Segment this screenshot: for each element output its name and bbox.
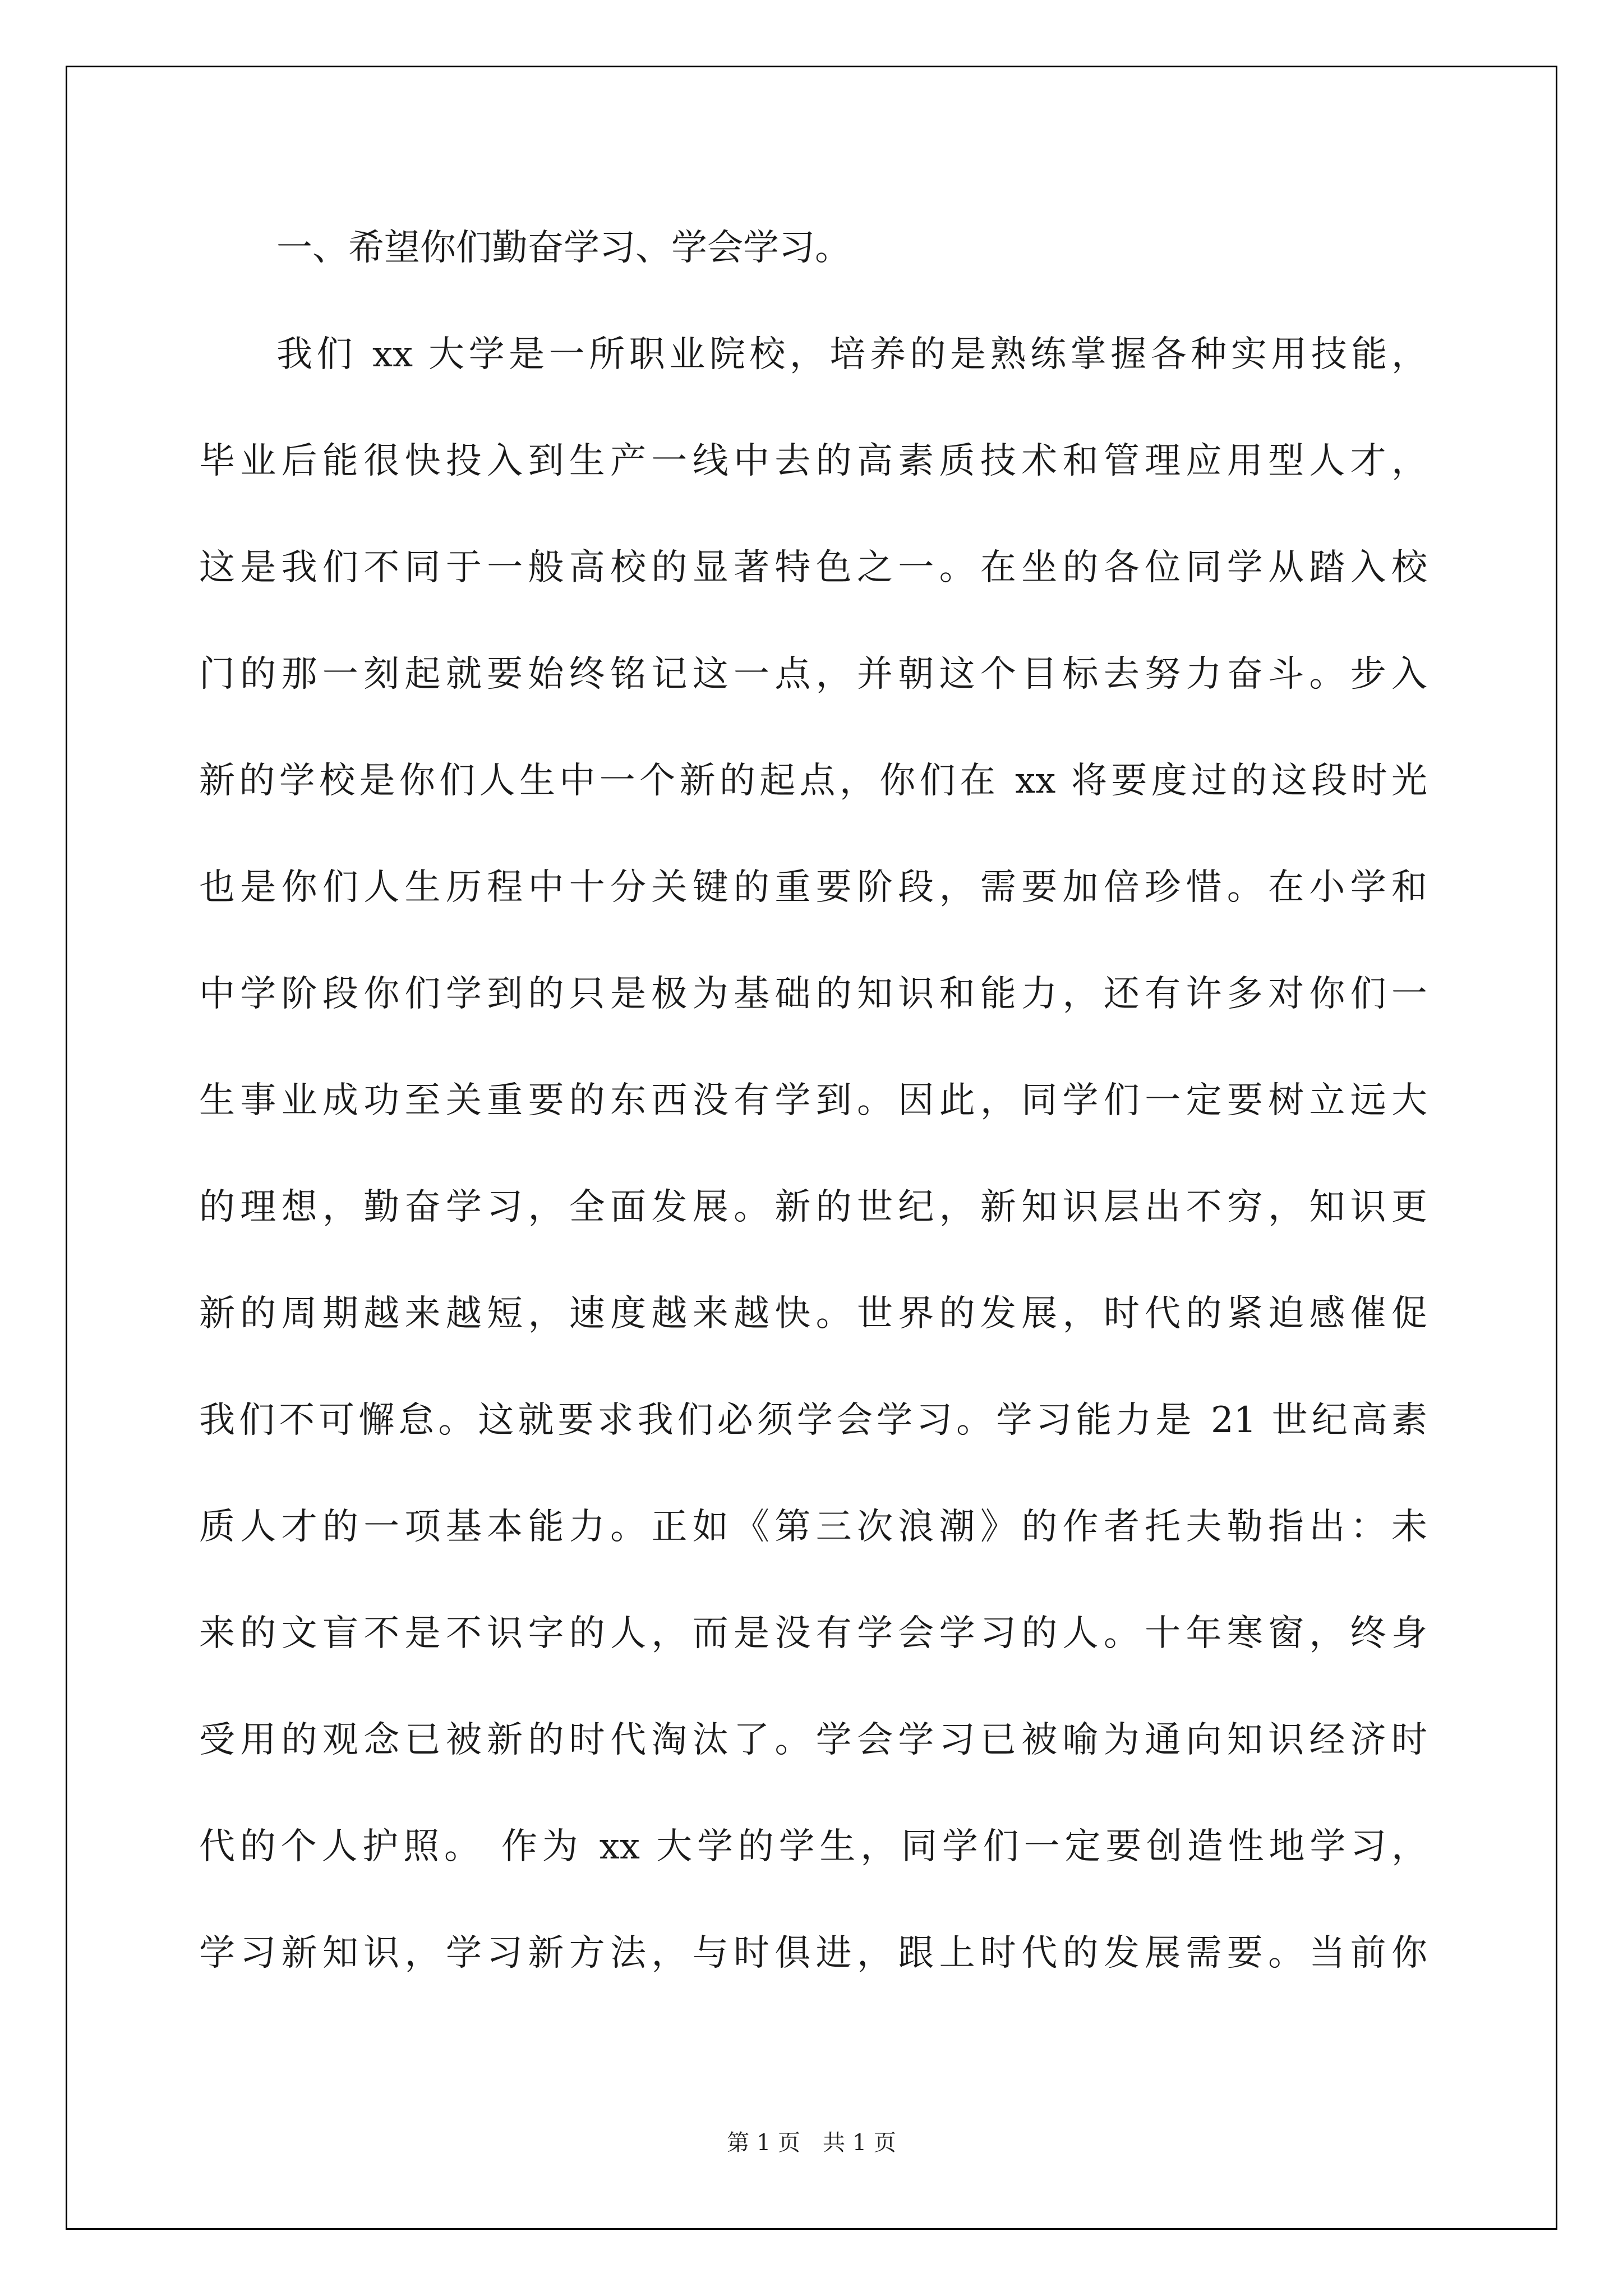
text-line: 来的文盲不是不识字的人，而是没有学会学习的人。十年寒窗，终身: [199, 1613, 1427, 1654]
text-line: 这是我们不同于一般高校的显著特色之一。在坐的各位同学从踏入校: [199, 547, 1427, 588]
page-border: [66, 66, 1557, 2230]
text-line: 质人才的一项基本能力。正如《第三次浪潮》的作者托夫勒指出：未: [199, 1506, 1427, 1548]
text-line: 的理想，勤奋学习，全面发展。新的世纪，新知识层出不穷，知识更: [199, 1186, 1427, 1228]
text-line: 生事业成功至关重要的东西没有学到。因此，同学们一定要树立远大: [199, 1080, 1427, 1121]
section-heading: 一、希望你们勤奋学习、学会学习。: [276, 227, 851, 269]
text-line: 中学阶段你们学到的只是极为基础的知识和能力，还有许多对你们一: [199, 973, 1427, 1015]
text-line: 门的那一刻起就要始终铭记这一点，并朝这个目标去努力奋斗。步入: [199, 654, 1427, 695]
text-line: 代的个人护照。 作为 xx 大学的学生，同学们一定要创造性地学习，: [199, 1826, 1427, 1867]
text-line: 受用的观念已被新的时代淘汰了。学会学习已被喻为通向知识经济时: [199, 1719, 1427, 1761]
page-number-footer: 第 1 页 共 1 页: [727, 2130, 896, 2156]
text-line: 也是你们人生历程中十分关键的重要阶段，需要加倍珍惜。在小学和: [199, 867, 1427, 908]
text-line: 新的学校是你们人生中一个新的起点，你们在 xx 将要度过的这段时光: [199, 760, 1427, 802]
text-line: 新的周期越来越短，速度越来越快。世界的发展，时代的紧迫感催促: [199, 1293, 1427, 1335]
text-line: 我们不可懈怠。这就要求我们必须学会学习。学习能力是 21 世纪高素: [199, 1400, 1427, 1441]
text-line: 毕业后能很快投入到生产一线中去的高素质技术和管理应用型人才，: [199, 440, 1427, 482]
text-line: 学习新知识，学习新方法，与时俱进，跟上时代的发展需要。当前你: [199, 1932, 1427, 1974]
text-line: 我们 xx 大学是一所职业院校，培养的是熟练掌握各种实用技能，: [276, 334, 1427, 375]
